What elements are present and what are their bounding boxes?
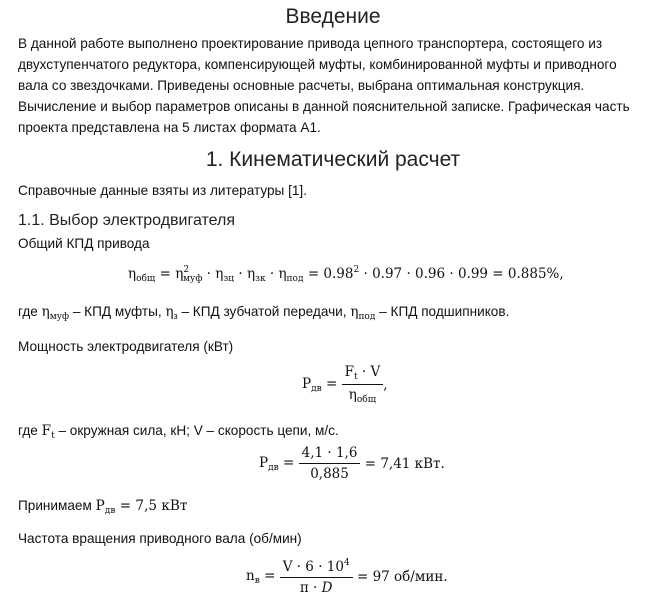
power-label: Мощность электродвигателя (кВт) [18, 339, 234, 354]
section-1-title: 1. Кинематический расчет [205, 148, 461, 171]
power-calc-formula: $P_{дв}$ = $\frac{4,1 \cdot 1,6}{0,885}$ = 7,41 кВт. [259, 445, 445, 482]
intro-line: проекта представлена на 5 листах формата А1. [18, 120, 321, 135]
force-where-text: где $F_t$ – окружная сила, кН; V – скорость цепи, м/с. [18, 423, 339, 441]
section-1-1-title: 1.1. Выбор электродвигателя [18, 212, 236, 229]
intro-title: Введение [285, 5, 381, 28]
intro-line: вала со звездочками. Приведены основные расчеты, выбрана оптимальная конструкция. [18, 78, 585, 93]
kpd-formula: $\eta_{общ} = \eta^2_{муф} \cdot \eta_{зц} \cdot \eta_{зк} \cdot \eta_{под} = 0.98^2 \cdot 0.97 \cdot 0.96 \cdot 0.99 = 0.885\%$, [128, 265, 564, 284]
speed-label: Частота вращения приводного вала (об/мин) [18, 531, 302, 546]
intro-paragraph [18, 33, 658, 138]
accept-text: Принимаем $P_{дв} = 7,5$ кВт [18, 498, 188, 516]
kpd-label: Общий КПД привода [18, 236, 150, 251]
intro-line: Вычисление и выбор параметров описаны в данной пояснительной записке. Графическая часть [18, 99, 630, 114]
kpd-where-text: где $\eta_{муф}$ – КПД муфты, $\eta_з$ – КПД зубчатой передачи, $\eta_{под}$ – КПД подшипников. [18, 304, 510, 322]
speed-formula: $n_в$ = $\frac{V \cdot 6 \cdot 10^4}{\pi \cdot D}$ = 97 об/мин. [246, 558, 448, 596]
intro-line: В данной работе выполнено проектирование привода цепного транспортера, состоящего из [18, 36, 603, 51]
intro-line: двухступенчатого редуктора, компенсирующей муфты, комбинированной муфты и приводного [18, 57, 617, 72]
reference-text: Справочные данные взяты из литературы [1]. [18, 183, 307, 198]
power-formula: $P_{дв}$ = $\frac{F_t \cdot V}{\eta_{общ}}$ , [302, 364, 388, 405]
